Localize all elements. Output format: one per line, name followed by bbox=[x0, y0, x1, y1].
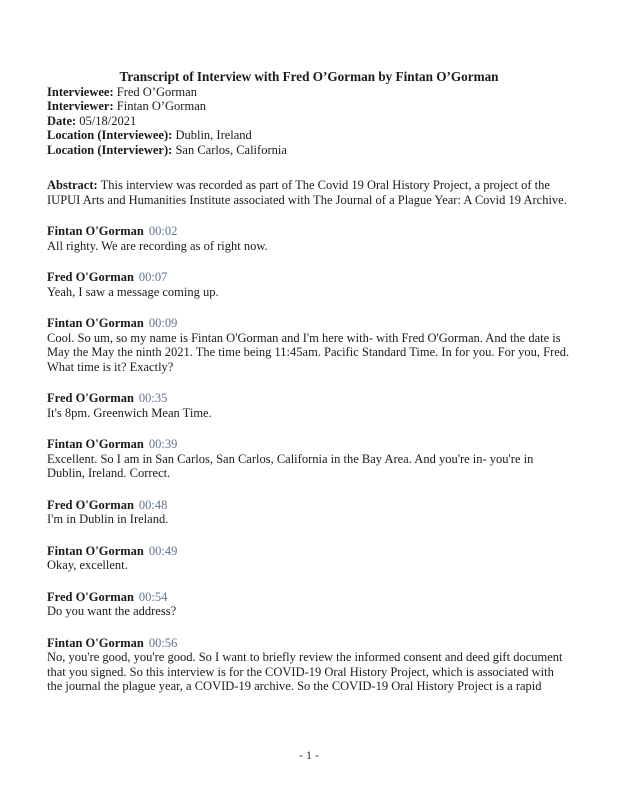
page-title: Transcript of Interview with Fred O’Gorman by Fintan O’Gorman bbox=[119, 69, 499, 84]
page-number: - 1 - bbox=[299, 748, 319, 762]
utterance bbox=[47, 224, 571, 253]
speaker-name: Fintan O'Gorman bbox=[47, 224, 144, 238]
timestamp: 00:56 bbox=[148, 635, 178, 650]
utterance-text: Cool. So um, so my name is Fintan O'Gorman and I'm here with- with Fred O'Gorman. And the date is May the May the ninth 2021. The time being 11:45am. Pacific Standard Time. In for you. For you, Fred. What time is it? Exactly? bbox=[47, 330, 570, 374]
speaker-name: Fintan O'Gorman bbox=[47, 316, 144, 330]
utterance-header bbox=[47, 636, 571, 651]
meta-label: Location (Interviewee): bbox=[47, 128, 173, 142]
utterance bbox=[47, 636, 571, 694]
meta-row bbox=[47, 143, 571, 158]
utterance-header bbox=[47, 270, 571, 285]
timestamp: 00:09 bbox=[148, 316, 178, 330]
utterance bbox=[47, 437, 571, 481]
timestamp: 00:07 bbox=[138, 270, 168, 284]
meta-label: Location (Interviewer): bbox=[47, 142, 173, 157]
timestamp: 00:35 bbox=[138, 391, 168, 405]
abstract bbox=[47, 178, 571, 207]
meta-block bbox=[47, 85, 571, 158]
timestamp: 00:39 bbox=[148, 437, 178, 451]
timestamp: 00:49 bbox=[148, 543, 178, 558]
utterance bbox=[47, 270, 571, 299]
utterance-text: Do you want the address? bbox=[47, 604, 177, 618]
speaker-name: Fred O'Gorman bbox=[47, 270, 134, 284]
utterance-header bbox=[47, 544, 571, 559]
speaker-name: Fred O'Gorman bbox=[47, 497, 134, 512]
meta-row bbox=[47, 85, 571, 100]
speaker-name: Fred O'Gorman bbox=[47, 589, 134, 604]
meta-value: 05/18/2021 bbox=[79, 113, 137, 128]
utterance-header bbox=[47, 590, 571, 605]
meta-label: Interviewee: bbox=[47, 84, 114, 99]
speaker-name: Fintan O'Gorman bbox=[47, 635, 144, 650]
utterance bbox=[47, 498, 571, 527]
meta-value: San Carlos, California bbox=[175, 142, 287, 157]
meta-row bbox=[47, 99, 571, 114]
timestamp: 00:48 bbox=[138, 497, 168, 512]
speaker-name: Fintan O'Gorman bbox=[47, 543, 144, 558]
utterance-text: It's 8pm. Greenwich Mean Time. bbox=[47, 405, 212, 420]
meta-value: Dublin, Ireland bbox=[175, 128, 252, 142]
utterance-text: I'm in Dublin in Ireland. bbox=[47, 512, 169, 526]
utterance bbox=[47, 544, 571, 573]
speaker-name: Fred O'Gorman bbox=[47, 391, 134, 405]
abstract-label: Abstract: bbox=[47, 178, 98, 192]
timestamp: 00:54 bbox=[138, 589, 168, 604]
utterance-text: No, you're good, you're good. So I want to briefly review the informed consent and deed gift document that you signed. So this interview is for the COVID-19 Oral History Project, which is associated with the journal the plague year, a COVID-19 archive. So the COVID-19 Oral History Project is a rapid bbox=[47, 650, 563, 693]
utterance bbox=[47, 316, 571, 374]
utterance-header bbox=[47, 224, 571, 239]
meta-label: Date: bbox=[47, 113, 77, 128]
utterance bbox=[47, 590, 571, 619]
utterance bbox=[47, 391, 571, 420]
meta-label: Interviewer: bbox=[47, 99, 114, 113]
transcript bbox=[47, 224, 571, 694]
utterance-header bbox=[47, 437, 571, 452]
speaker-name: Fintan O'Gorman bbox=[47, 437, 144, 451]
meta-row bbox=[47, 114, 571, 129]
utterance-text: Yeah, I saw a message coming up. bbox=[47, 284, 219, 299]
utterance-text: Excellent. So I am in San Carlos, San Carlos, California in the Bay Area. And you're in- you're in Dublin, Ireland. Correct. bbox=[47, 451, 534, 480]
meta-row bbox=[47, 128, 571, 143]
abstract-text: This interview was recorded as part of The Covid 19 Oral History Project, a project of the IUPUI Arts and Humanities Institute associated with The Journal of a Plague Year: A Covid 19 Archive. bbox=[47, 178, 567, 207]
meta-value: Fred O’Gorman bbox=[116, 84, 197, 99]
page-footer bbox=[0, 748, 618, 763]
utterance-header bbox=[47, 498, 571, 513]
meta-value: Fintan O’Gorman bbox=[116, 99, 206, 113]
utterance-text: All righty. We are recording as of right now. bbox=[47, 238, 268, 253]
utterance-text: Okay, excellent. bbox=[47, 558, 128, 572]
timestamp: 00:02 bbox=[148, 224, 178, 238]
utterance-header bbox=[47, 316, 571, 331]
utterance-header bbox=[47, 391, 571, 406]
